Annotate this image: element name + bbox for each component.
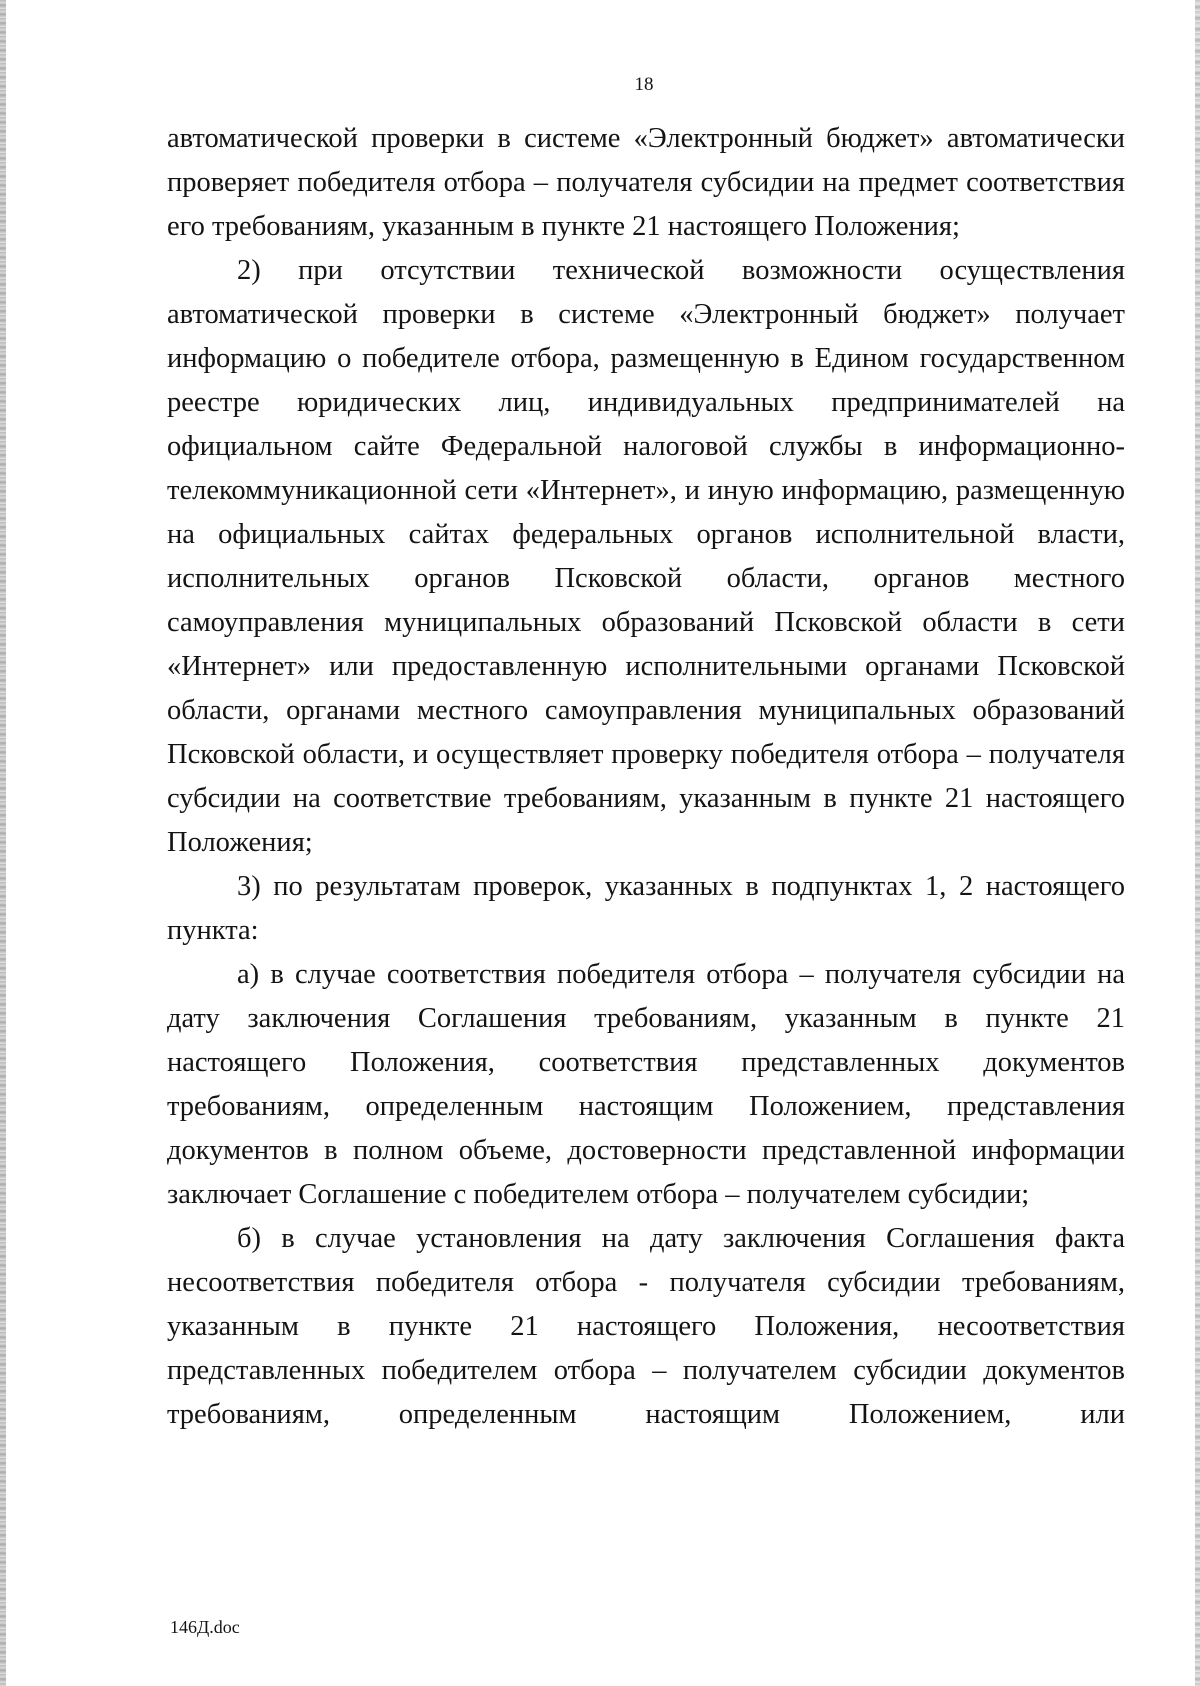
- scan-edge-left: [0, 0, 6, 1686]
- page-number: 18: [634, 74, 654, 95]
- paragraph-subitem-b: б) в случае установления на дату заключения Соглашения факта несоответствия победителя отбора - получателя субсидии требованиям, указанным в пункте 21 настоящего Положения, несоответствия представленных победителем отбора – получателем субсидии документов требованиям, определенным настоящим Положением, или: [167, 1223, 1125, 1430]
- paragraph-subitem-a: а) в случае соответствия победителя отбора – получателя субсидии на дату заключения Соглашения требованиям, указанным в пункте 21 настоящего Положения, соответствия представленных документов требованиям, определенным настоящим Положением, представления документов в полном объеме, достоверности представленной информации заключает Соглашение с победителем отбора – получателем субсидии;: [167, 959, 1125, 1210]
- scan-edge-right: [1195, 0, 1200, 1686]
- paragraph-item-2: 2) при отсутствии технической возможности осуществления автоматической проверки в системе «Электронный бюджет» получает информацию о победителе отбора, размещенную в Едином государственном реестре юридических лиц, индивидуальных предпринимателей на официальном сайте Федеральной налоговой службы в информационно-телекоммуникационной сети «Интернет», и иную информацию, размещенную на официальных сайтах федеральных органов исполнительной власти, исполнительных органов Псковской области, органов местного самоуправления муниципальных образований Псковской области в сети «Интернет» или предоставленную исполнительными органами Псковской области, органами местного самоуправления муниципальных образований Псковской области, и осуществляет проверку победителя отбора – получателя субсидии на соответствие требованиям, указанным в пункте 21 настоящего Положения;: [167, 255, 1125, 858]
- paragraph-item-3: 3) по результатам проверок, указанных в подпунктах 1, 2 настоящего пункта:: [167, 871, 1125, 946]
- paragraph-continuation: автоматической проверки в системе «Электронный бюджет» автоматически проверяет победителя отбора – получателя субсидии на предмет соответствия его требованиям, указанным в пункте 21 настоящего Положения;: [167, 123, 1125, 242]
- footer-filename: 146Д.doc: [170, 1617, 240, 1637]
- document-body: [167, 117, 1125, 1437]
